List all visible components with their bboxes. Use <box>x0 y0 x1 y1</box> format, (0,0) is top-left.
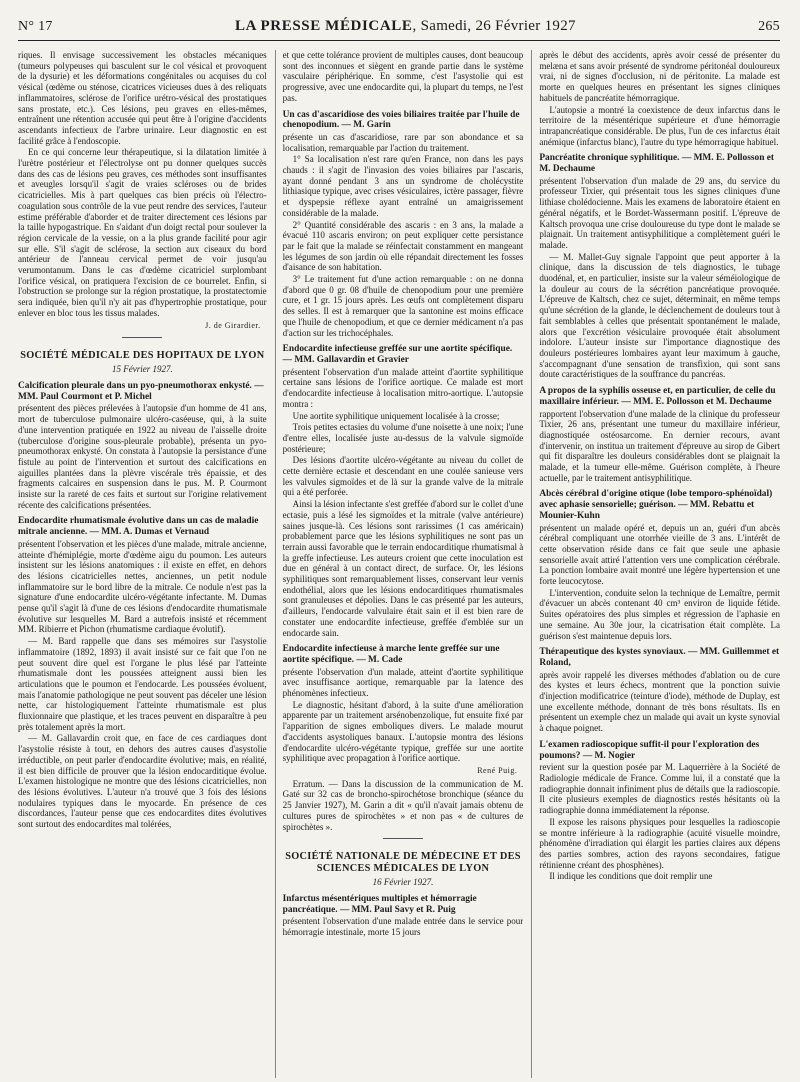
paragraph: L'autopsie a montré la coexistence de deux infarctus dans le territoire de la mésentérique supérieure et d'une hémorragie intrapancréatique considérable. De plus, l'un de ces infarctus était anémique (infarctus blanc), l'autre du type hémorragique habituel. <box>539 104 780 147</box>
article-heading: Abcès cérébral d'origine otique (lobe temporo-sphénoïdal) avec aphasie sensorielle; guérison. — MM. Rebattu et Mounier-Kuhn <box>539 489 773 521</box>
article-heading: Infarctus mésentériques multiples et hémorragie pancréatique. — MM. Paul Savy et R. Puig <box>282 893 477 915</box>
paragraph: et que cette tolérance provient de multiples causes, dont beaucoup sont des inconnues et siègent en grande partie dans le système vasculaire périphérique. En somme, c'est l'asystolie qui est progressive, avec une endocardite qui, la plupart du temps, ne l'est pas. <box>282 50 524 103</box>
article-heading: Pancréatite chronique syphilitique. — MM. E. Pollosson et M. Dechaume <box>539 153 775 175</box>
paragraph: présentent l'observation d'un malade de 29 ans, du service du professeur Tixier, qui présentait tous les signes cliniques d'une lithiase cholédocienne. Mais les examens de laboratoire étaient en général négatifs, et le Bordet-Wassermann positif. L'épreuve de Kaltsch provoqua une crise douloureuse du type dont le malade se plaignait. Un traitement antisyphilitique a complètement guéri le malade. <box>539 175 780 250</box>
paragraph: Une aortite syphilitique uniquement localisée à la crosse; <box>292 410 500 421</box>
article-heading: Endocardite infectieuse à marche lente greffée sur une aortite spécifique. — M. Cade <box>282 644 500 665</box>
session-date: 16 Février 1927. <box>372 877 434 888</box>
journal-name: LA PRESSE MÉDICALE <box>234 18 413 34</box>
author-signature: J. de Girardier. <box>205 320 261 330</box>
column-3 <box>531 50 780 1078</box>
article-heading: Endocardite infectieuse greffée sur une aortite spécifique. — MM. Gallavardin et Gravier <box>282 344 513 365</box>
article-heading: Endocardite rhumatismale évolutive dans un cas de maladie mitrale ancienne. — MM. A. Dumas et Vernaud <box>18 516 259 538</box>
paragraph: après avoir rappelé les diverses méthodes d'ablation ou de cure des kystes et leurs échecs, montrent que la ponction suivie d'injection modificatrice (teinture d'iode), méthode de Duplay, est une excellente méthode, donnant de très bons résultats. Ils en présentent un exemple chez un malade qui avait un kyste synovial à chaque poignet. <box>539 669 780 734</box>
session-date: 15 Février 1927. <box>111 364 173 375</box>
paragraph: présentent un malade opéré et, depuis un an, guéri d'un abcès cérébral compliquant une otorrhée vieille de 3 ans. L'intérêt de cette observation réside dans ce fait que seule une aphasie sensorielle avait attiré l'attention vers une complication cérébrale. La ponction lombaire avait montré une légère hypertension et une forte leucocytose. <box>539 522 780 587</box>
paragraph: présentent l'observation d'un malade atteint d'aortite syphilitique certaine sans lésions de l'orifice aortique. Ce malade est mort d'endocardite infectieuse à localisation mitro-aortique. L'autopsie montra : <box>282 366 524 409</box>
section-divider <box>383 838 423 839</box>
paragraph: — M. Gallavardin croit que, en face de ces cardiaques dont l'asystolie résiste à tout, en dehors des autres causes d'asystolie irréductible, on peut parler d'endocardite évolutive; mais, en réalité, il est bien difficile de prouver que la lésion endocarditique évolue. L'examen histologique ne montre que des lésions cicatricielles, non des lésions évolutives. L'auteur n'a trouvé que 3 fois des lésions nodulaires typiques dans le myocarde. En présence de ces discordances, l'auteur pense que ces endocardites dites évolutives sont surtout des endocardites mal tolérées, <box>18 733 267 830</box>
paragraph: Le diagnostic, hésitant d'abord, à la suite d'une amélioration apparente par un traitement arsénobenzolique, fut ensuite fixé par l'apparition de signes emboliques divers. Le malade mourut d'accidents asystoliques banaux. L'autopsie montra des lésions d'endocardite ulcéro-végétante typique, greffée sur une aortite syphilitique avec propagation à l'orifice aortique. <box>282 699 524 764</box>
article-heading: Calcification pleurale dans un pyo-pneumothorax enkysté. — MM. Paul Courmont et P. Michel <box>18 380 264 402</box>
paragraph: présentent l'observation d'une malade entrée dans le service pour hémorragie intestinale, morte 15 jours <box>282 916 524 938</box>
paragraph: riques. Il envisage successivement les obstacles mécaniques (tumeurs polypeuses qui basculent sur le col vésical et provoquent de la dysurie) et les déformations congénitales ou acquises du col vésical (œdème ou sténose, cicatrices vicieuses dues à des reliquats inflammatoires, sclérose de l'orifice urétro-vésical des prostatiques sans prostate, etc.). Ces lésions, peu graves en elles-mêmes, entraînent une rétention accusée qui peut être à l'origine d'accidents ascendants infectieux de l'arbre urinaire. Leur diagnostic en est facilité grâce à l'endoscopie. <box>18 50 267 146</box>
paragraph: En ce qui concerne leur thérapeutique, si la dilatation limitée à l'urètre postérieur et l'électrolyse ont pu donner quelques succès dans des cas de lésions peu graves, ces méthodes sont insuffisantes et aveugles lorsqu'il s'agit de vraies scléroses ou de brides cicatricielles. Mis à part quelques cas bien précis où l'électro-coagulation sous contrôle de la vue peut rendre des services, l'auteur estime préférable d'aborder et de traiter directement ces lésions par la taille hypogastrique. En s'aidant d'un doigt rectal pour soulever la région cervicale de la vessie, on a la plus grande facilité pour agir sur elle. S'il s'agit de sclérose, la section aux ciseaux du bord antérieur de l'anneau cervical permet de voir jusqu'au verumontanum. Dans le cas d'œdème cicatriciel surplombant l'orifice vésical, on pratiquera l'excision de ce bourrelet. Enfin, si l'obstruction se prolonge sur la région prostatique, la prostatectomie sera indiquée, bien qu'il n'y ait pas d'hypertrophie prostatique, pour enlever en bloc tous les tissus malades. <box>18 147 267 318</box>
text-columns <box>18 50 780 1078</box>
column-2 <box>275 50 524 1078</box>
running-head <box>18 18 780 35</box>
paragraph: présente un cas d'ascaridiose, rare par son abondance et sa localisation, remarquable par l'action du traitement. <box>282 131 524 153</box>
section-divider <box>122 337 162 338</box>
paragraph: rapportent l'observation d'une malade de la clinique du professeur Tixier, 26 ans, présentant une tumeur du maxillaire inférieur, diagnostiquée ostéosarcome. En dernier recours, avant d'intervenir, on institua un traitement d'épreuve au sirop de Gibert qui fit disparaître les douleurs considérables dont se plaignait la malade, et la tumeur elle-même. Guérison complète, à l'heure actuelle, par le traitement antisyphilitique. <box>539 408 780 483</box>
paragraph: Trois petites ectasies du volume d'une noisette à une noix; l'une d'entre elles, localisée juste au-dessus de la valvule sigmoïde postérieure; <box>282 422 524 454</box>
column-1 <box>18 50 267 1078</box>
issue-number: N° 17 <box>18 19 53 34</box>
society-heading: SOCIÉTÉ MÉDICALE DES HOPITAUX DE LYON <box>20 350 265 362</box>
header-rule <box>18 40 780 41</box>
paragraph: Ainsi la lésion infectante s'est greffée d'abord sur le collet d'une ectasie, puis a lésé les sigmoïdes et la mitrale (valve antérieure) saines jusque-là. Ces lésions sont rarissimes (1 cas américain) probablement parce que les lésions syphilitiques ne sont pas un terrain aussi favorable que le terrain endocarditique rhumatismal à la greffe infectieuse. Les auteurs croient que cette inoculation est due en général à un contact direct, de surface. Or, les lésions syphilitiques sont remarquablement lisses, conservant leur vernis endothélial, alors que les lésions endocarditiques rhumatismales sont granuleuses et dépolies. Dans le cas présenté par les auteurs, d'ailleurs, l'endocarde valvulaire était sain et il est bien rare de constater une endocardite infectieuse, greffée d'emblée sur un endocarde sain. <box>282 499 524 638</box>
paragraph: 1° Sa localisation n'est rare qu'en France, non dans les pays chauds : il s'agit de l'invasion des voies biliaires par l'ascaris, ayant donné pendant 3 ans un syndrome de cholécystite lithiasique typique, avec crises vésiculaires, ictère passager, fièvre et dyspepsie réflexe ayant entraîné un amaigrissement considérable de la malade. <box>282 154 524 218</box>
paragraph: présentent l'observation et les pièces d'une malade, mitrale ancienne, atteinte d'hémiplégie, morte d'œdème aigu du poumon. Les auteurs insistent sur les lésions anatomiques : il existe en effet, en dehors des lésions cicatricielles nettes, anciennes, un petit nodule inflammatoire sur le bord libre de la mitrale. Ce nodule n'est pas la signature d'une endocardite ulcéro-végétante infectante. M. Dumas pense qu'il s'agit là d'une de ces lésions d'endocardite rhumatismale évolutive sur lesquelles M. Bard a autrefois insisté et récemment MM. Ribierre et Pichon (rhumatisme cardiaque évolutif). <box>18 538 267 635</box>
paragraph: — M. Bard rappelle que dans ses mémoires sur l'asystolie inflammatoire (1892, 1893) il avait insisté sur ce fait que l'on ne peut souvent dire quel est l'organe le plus lésé par l'atteinte rhumatismale dont les poussées atteignent aussi bien les articulations que le poumon et l'endocarde. Les poussées évoluent, mais l'anatomie pathologique ne peut souvent pas déceler une lésion nette, car histologiquement l'atteinte rhumatismale est plus fluxionnaire que plastique, et les traces peuvent en disparaître à peu près totalement après la mort. <box>18 636 267 732</box>
running-title <box>235 18 576 35</box>
article-heading: A propos de la syphilis osseuse et, en particulier, de celle du maxillaire inférieur. — MM. E. Pollosson et M. Dechaume <box>539 386 776 407</box>
issue-date: , Samedi, 26 Février 1927 <box>412 18 576 34</box>
paragraph: présentent des pièces prélevées à l'autopsie d'un homme de 41 ans, mort de tuberculose pulmonaire ulcéro-caséeuse, qui, à la suite d'une intervention pratiquée en 1922 au niveau de l'aisselle droite (tuberculose d'origine sous-pleurale probable), présenta un pyo-pneumothorax enkysté. On constata à l'autopsie la persistance d'une fistule au point de l'intervention et surtout des calcifications en aiguilles plantées dans la plèvre viscérale très épaissie, et des fragments calcaires en suspension dans le pus. M. P. Courmont insiste sur la rareté de ces faits et surtout sur l'origine relativement récente des calcifications présentées. <box>18 403 267 510</box>
author-signature: René Puig. <box>477 766 518 775</box>
paragraph: Il expose les raisons physiques pour lesquelles la radioscopie se montre inférieure à la radiographie (acuité visuelle moindre, phénomène d'irradiation qui élargit les parties claires aux dépens des parties sombres, action des rayons secondaires, fatigue rétinienne créant des phosphènes). <box>539 816 780 870</box>
article-heading: Thérapeutique des kystes synoviaux. — MM. Guillemmet et Roland, <box>539 647 780 668</box>
article-heading: L'examen radioscopique suffit-il pour l'exploration des poumons? — M. Nogier <box>539 739 760 761</box>
society-heading: SOCIÉTÉ NATIONALE DE MÉDECINE ET DES SCIENCES MÉDICALES DE LYON <box>285 851 521 875</box>
paragraph: Il indique les conditions que doit remplir une <box>549 871 713 882</box>
erratum: Erratum. — Dans la discussion de la communication de M. Gaté sur 32 cas de broncho-spirochétose bronchique (séance du 25 Janvier 1927), M. Garin a dit « qu'il n'avait jamais obtenu de cultures pures de spirochètes » et non pas « de cultures de spirochètes ». <box>282 778 524 832</box>
paragraph: 2° Quantité considérable des ascaris : en 3 ans, la malade a évacué 110 ascaris environ; on peut expliquer cette persistance par le fait que la malade se réinfectait constamment en mangeant les légumes de son jardin où elle répandait directement les fosses d'aisance de son habitation. <box>282 219 524 273</box>
paragraph: L'intervention, conduite selon la technique de Lemaître, permit d'évacuer un abcès contenant 40 cm³ environ de liquide fétide. Suites opératoires des plus simples et régression de l'aphasie en une semaine. Au 30e jour, la cicatrisation était complète. La guérison s'est maintenue depuis lors. <box>539 587 780 641</box>
paragraph: 3° Le traitement fut d'une action remarquable : on ne donna d'abord que 0 gr. 08 d'huile de chenopodium pour une première cure, et 1 gr. 15 jours après. Les œufs ont complètement disparu des selles. Il est à remarquer que la santonine est moins efficace que l'huile de chenopodium, et que ce dernier médicament n'a pas d'action sur les trichocéphales. <box>282 274 524 338</box>
paragraph: — M. Mallet-Guy signale l'appoint que peut apporter à la clinique, dans la discussion de tels diagnostics, le tubage duodénal, et, en particulier, insiste sur la valeur séméiologique de la douleur au cours de la sécrétion pancréatique provoquée. L'épreuve de Kaltsch, chez ce sujet, déterminait, en même temps qu'une sécrétion de la glande, le déclenchement de douleurs tout à fait semblables à celles que présentait spontanément le malade, alors que l'excrétion vésiculaire provoquée était absolument indolore. L'auteur insiste sur l'importance diagnostique des douleurs postérieures lombaires ayant leur maximum à gauche, s'accompagnant d'une sensation de transfixion, qui sont sans doute caractéristiques de la souffrance du pancréas. <box>539 251 780 380</box>
paragraph: après le début des accidents, après avoir cessé de présenter du melæna et sans avoir présenté de syndrome péritonéal douloureux vrai, ni de signes d'occlusion, ni de péritonite. La malade est morte en quelques heures en présentant les signes cliniques habituels de pancréatite hémorragique. <box>539 50 780 103</box>
paragraph: présente l'observation d'un malade, atteint d'aortite syphilitique avec insuffisance aortique, remarquable par la latence des phénomènes infectieux. <box>282 666 524 699</box>
paragraph: revient sur la question posée par M. Laquerrière à la Société de Radiologie médicale de France. Comme lui, il a constaté que la radiographie donnait infiniment plus de détails que la radioscopie. Il cite plusieurs exemples de diagnostics restés hésitants où la radiographie donna immédiatement la réponse. <box>539 762 780 816</box>
page-number: 265 <box>758 19 780 34</box>
paragraph: Des lésions d'aortite ulcéro-végétante au niveau du collet de cette dernière ectasie et descendant en une coulée sanieuse vers les valvules sigmoïdes et de là sur la grande valve de la mitrale qui a été perforée. <box>282 455 524 498</box>
article-heading: Un cas d'ascaridiose des voies biliaires traitée par l'huile de chenopodium. — M. Garin <box>282 109 520 131</box>
